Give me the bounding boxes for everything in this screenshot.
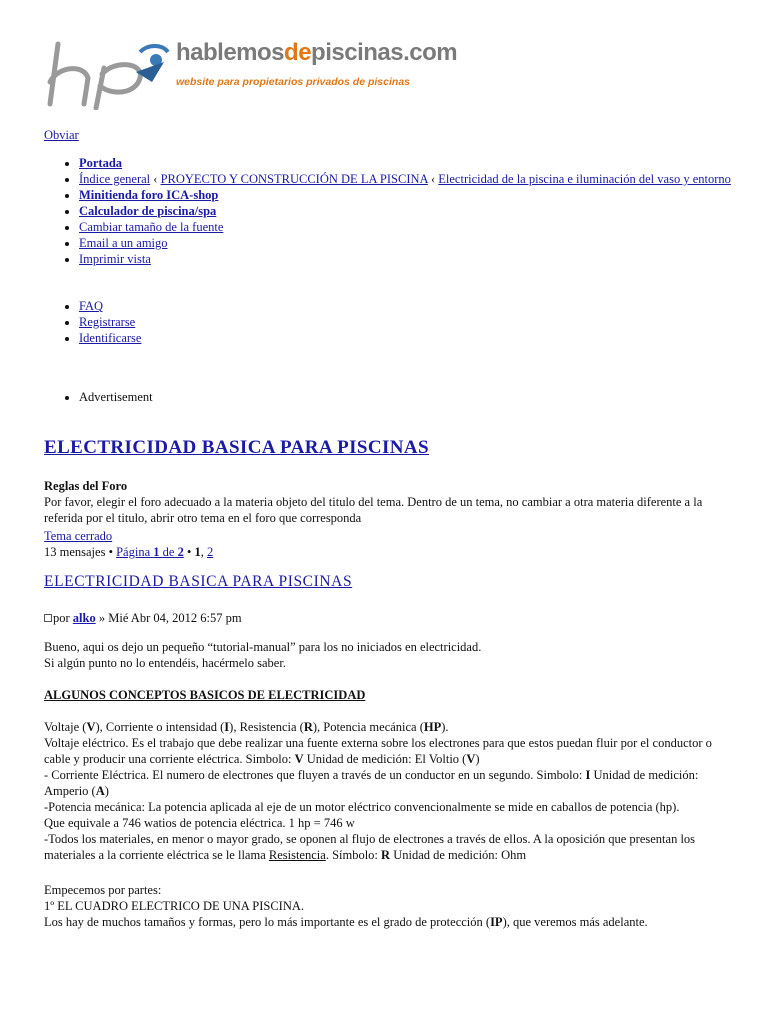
breadcrumb-separator: ‹ bbox=[153, 172, 158, 186]
breadcrumb-separator: ‹ bbox=[430, 172, 436, 186]
forum-rules-text: Por favor, elegir el foro adecuado a la materia objeto del titulo del tema. Dentro de un tema, no cambiar a otra materia diferente a la referida por el titulo, abrir otro tema en el foro que corresponda bbox=[44, 495, 703, 525]
logo-hp-icon bbox=[44, 38, 174, 110]
post-date: » Mié Abr 04, 2012 6:57 pm bbox=[98, 611, 242, 625]
forum-rules-heading: Reglas del Foro bbox=[44, 479, 128, 493]
print-view-link[interactable]: Imprimir vista bbox=[79, 252, 151, 266]
nav-item-registrarse bbox=[79, 314, 768, 330]
nav-item-faq bbox=[79, 298, 768, 314]
main-nav bbox=[44, 155, 768, 267]
author-link[interactable]: alko bbox=[72, 611, 96, 625]
topic-title[interactable]: ELECTRICIDAD BASICA PARA PISCINAS bbox=[44, 437, 430, 458]
logo-brand-text: hablemosdepiscinas.com bbox=[176, 39, 458, 66]
page-current: 1 bbox=[194, 545, 201, 559]
minitienda-link[interactable]: Minitienda foro ICA-shop bbox=[79, 188, 219, 202]
start-line-1: Empecemos por partes: bbox=[44, 883, 162, 897]
skip-link[interactable]: Obviar bbox=[44, 128, 79, 142]
start-line-3: Los hay de muchos tamaños y formas, pero lo más importante es el grado de protección (IP), que veremos más adelante. bbox=[44, 915, 648, 929]
calculador-link[interactable]: Calculador de piscina/spa bbox=[79, 204, 217, 218]
nav-item-calculador bbox=[79, 203, 768, 219]
nav-item-email bbox=[79, 235, 768, 251]
post-author-line bbox=[44, 610, 242, 626]
bullet-separator: • bbox=[186, 545, 192, 559]
page-jump-link[interactable]: Página 1 de 2 bbox=[116, 545, 184, 559]
bullet-separator: • bbox=[108, 545, 113, 559]
concepts-line-1: Voltaje (V), Corriente o intensidad (I), Resistencia (R), Potencia mecánica (HP). bbox=[44, 720, 449, 734]
breadcrumb-electricidad-link[interactable]: Electricidad de la piscina e iluminación del vaso y entorno bbox=[438, 172, 731, 186]
nav-item-portada bbox=[79, 155, 768, 171]
pagination bbox=[44, 544, 213, 560]
post-icon bbox=[44, 614, 52, 622]
nav-item-breadcrumb bbox=[79, 171, 768, 187]
comma: , bbox=[200, 545, 204, 559]
concepts-line-voltaje: Voltaje eléctrico. Es el trabajo que debe realizar una fuente externa sobre los electrones para que estos puedan fluir por el conductor o cable y producir una corriente eléctrica. Simbolo: V Unidad de medición: El Voltio (V) bbox=[44, 736, 712, 766]
start-paragraph bbox=[44, 882, 734, 930]
change-font-size-link[interactable]: Cambiar tamaño de la fuente bbox=[79, 220, 224, 234]
intro-line-1: Bueno, aqui os dejo un pequeño “tutorial-manual” para los no iniciados en electricidad. bbox=[44, 640, 482, 654]
start-line-2: 1º EL CUADRO ELECTRICO DE UNA PISCINA. bbox=[44, 899, 305, 913]
breadcrumb-proyecto-link[interactable]: PROYECTO Y CONSTRUCCIÓN DE LA PISCINA bbox=[160, 172, 428, 186]
ad-list bbox=[44, 389, 768, 405]
login-link[interactable]: Identificarse bbox=[79, 331, 142, 345]
concepts-paragraph bbox=[44, 719, 734, 863]
logo-tagline: website para propietarios privados de piscinas bbox=[176, 76, 410, 88]
breadcrumb bbox=[79, 172, 731, 186]
nav-item-minitienda bbox=[79, 187, 768, 203]
message-count: 13 mensajes bbox=[44, 545, 106, 559]
nav-item-identificarse bbox=[79, 330, 768, 346]
site-logo[interactable] bbox=[44, 38, 514, 110]
user-nav bbox=[44, 298, 768, 346]
intro-line-2: Si algún punto no lo entendéis, hacérmelo saber. bbox=[44, 656, 286, 670]
page-2-link[interactable]: 2 bbox=[206, 545, 214, 559]
breadcrumb-indice-link[interactable]: Índice general bbox=[79, 172, 151, 186]
topic-closed-link[interactable]: Tema cerrado bbox=[44, 529, 113, 543]
portada-link[interactable]: Portada bbox=[79, 156, 123, 170]
advertisement-label: • Advertisement bbox=[79, 389, 768, 405]
concepts-line-potencia: -Potencia mecánica: La potencia aplicada al eje de un motor eléctrico convencionalmente se mide en caballos de potencia (hp). bbox=[44, 800, 680, 814]
concepts-line-corriente: - Corriente Eléctrica. El numero de electrones que fluyen a través de un conductor en un segundo. Simbolo: I Unidad de medición: Amperio (A) bbox=[44, 768, 699, 798]
faq-link[interactable]: FAQ bbox=[79, 299, 104, 313]
nav-item-imprimir bbox=[79, 251, 768, 267]
concepts-line-resistencia: -Todos los materiales, en menor o mayor grado, se oponen al flujo de electrones a través de ellos. A la oposición que presentan los materiales a la corriente eléctrica se le llama Resistencia. Símbolo: R Unidad de medición: Ohm bbox=[44, 832, 696, 862]
concepts-line-equivale: Que equivale a 746 watios de potencia eléctrica. 1 hp = 746 w bbox=[44, 816, 355, 830]
post-intro bbox=[44, 639, 734, 671]
post-title[interactable]: ELECTRICIDAD BASICA PARA PISCINAS bbox=[44, 573, 353, 590]
nav-item-fuente bbox=[79, 219, 768, 235]
register-link[interactable]: Registrarse bbox=[79, 315, 136, 329]
by-label: por bbox=[53, 611, 70, 625]
email-friend-link[interactable]: Email a un amigo bbox=[79, 236, 168, 250]
section-heading: ALGUNOS CONCEPTOS BASICOS DE ELECTRICIDAD bbox=[44, 688, 366, 702]
